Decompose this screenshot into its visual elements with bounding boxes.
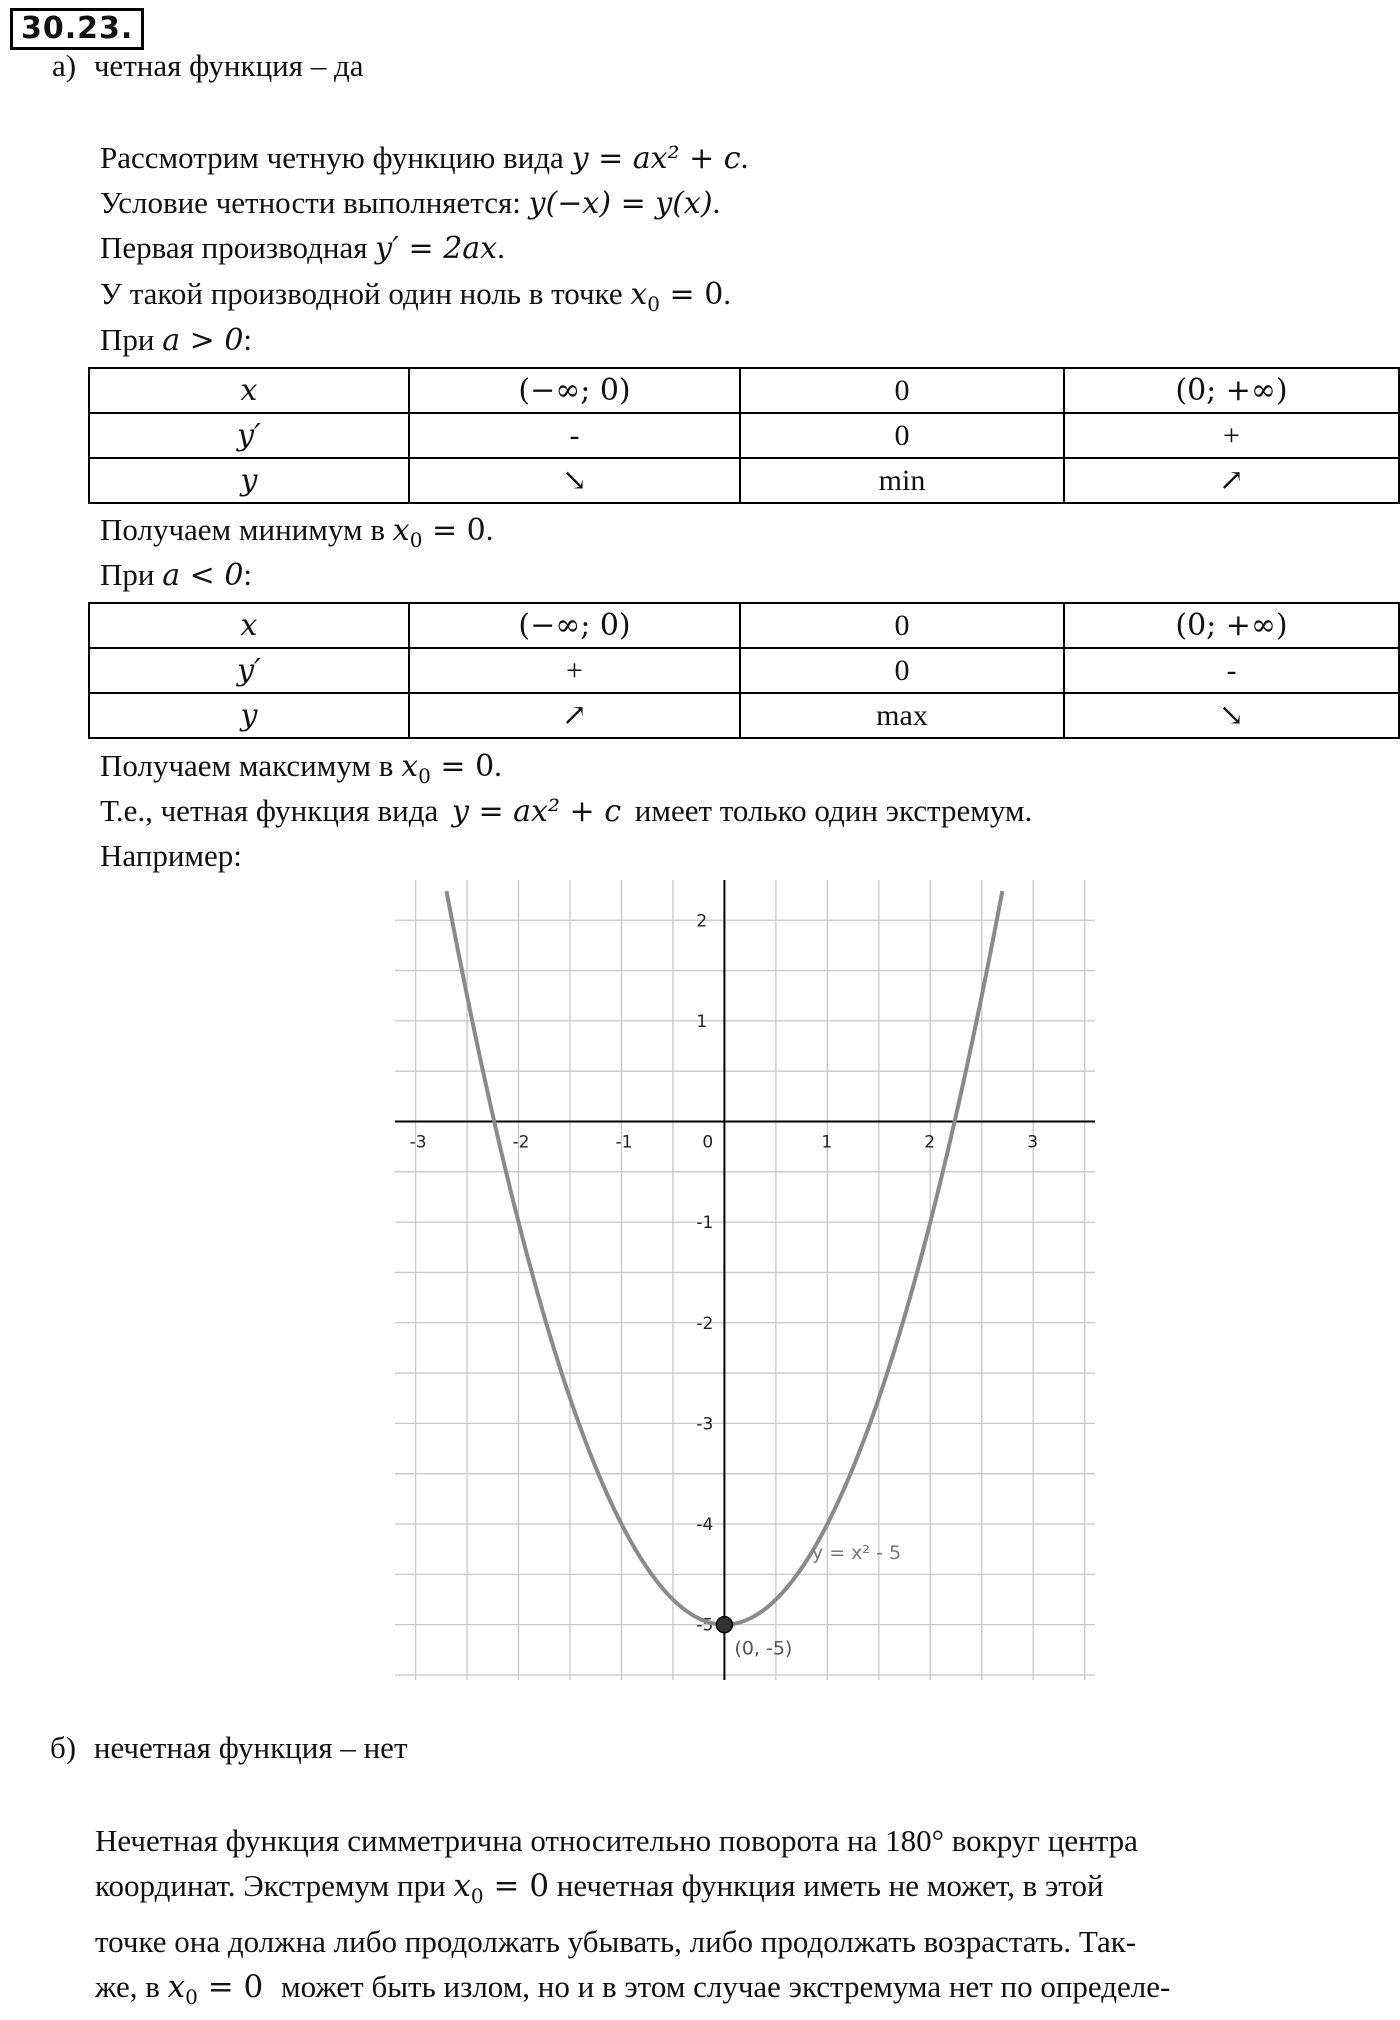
curve-label: y = x² - 5 (811, 1542, 902, 1565)
p2-rest: = 0 (483, 1868, 550, 1904)
y-tick-label: -2 (696, 1313, 714, 1334)
summary-suffix: имеет только один экстремум. (634, 793, 1033, 828)
summary-line (100, 793, 1032, 829)
table-row (89, 648, 1399, 693)
y-tick-label: 2 (696, 911, 708, 932)
part-b-marker: б) (50, 1730, 77, 1765)
table-cell: - (409, 413, 740, 458)
case1-condition: a > 0 (162, 323, 244, 358)
table-cell: y′ (89, 648, 409, 693)
p2-sub: 0 (470, 1884, 484, 1909)
y-tick-label: -3 (696, 1414, 714, 1435)
table-cell: + (409, 648, 740, 693)
line4-x: x (630, 277, 648, 312)
table-cell: y (89, 693, 409, 738)
table-cell: max (740, 693, 1064, 738)
x-tick-label: 1 (821, 1132, 833, 1153)
p2-x: x (453, 1868, 471, 1904)
table-cell: min (740, 458, 1064, 503)
x-tick-label: 3 (1027, 1132, 1039, 1153)
table-cell: x (89, 603, 409, 648)
case1-prefix: При (100, 322, 155, 357)
table-cell: y (89, 458, 409, 503)
table-cell: 0 (740, 603, 1064, 648)
statement-line-4 (100, 276, 731, 316)
line2-text: Условие четности выполняется: (100, 185, 521, 220)
line3-end: . (497, 230, 505, 265)
table-cell: y′ (89, 413, 409, 458)
point-label: (0, -5) (734, 1637, 793, 1660)
table-cell: 0 (740, 413, 1064, 458)
vertex-point (716, 1617, 732, 1633)
case-a-positive (100, 322, 252, 358)
result2-text: Получаем максимум в (100, 748, 394, 783)
line2-end: . (712, 185, 721, 220)
table-cell: x (89, 368, 409, 413)
result2-end: . (494, 748, 502, 783)
line3-text: Первая производная (100, 230, 368, 265)
case1-end: : (243, 322, 253, 357)
case2-condition: a < 0 (162, 558, 244, 593)
y-tick-label: -1 (696, 1213, 714, 1234)
part-a-title: четная функция – да (93, 48, 364, 83)
p4-text-b: может быть излом, но и в этом случае экстремума нет по определе- (281, 1969, 1171, 2005)
x-tick-label: -3 (409, 1132, 427, 1153)
table-row (89, 368, 1399, 413)
arrow-down-cell: ↘ (409, 458, 740, 503)
p4-x: x (167, 1969, 186, 2006)
table-cell: 0 (740, 368, 1064, 413)
paragraph-line (95, 1964, 1395, 2020)
result-maximum (100, 748, 502, 788)
table-cell: (−∞; 0) (409, 603, 740, 648)
table-cell: + (1064, 413, 1399, 458)
result1-x: x (392, 513, 410, 548)
result2-rest: = 0 (430, 749, 495, 784)
part-b-title: нечетная функция – нет (93, 1730, 408, 1765)
x-tick-label: -2 (512, 1132, 530, 1153)
statement-line-1 (100, 140, 748, 176)
sign-table-max (88, 602, 1400, 739)
y-tick-label: -5 (696, 1615, 714, 1636)
summary-formula: y = ax² + c (452, 794, 622, 829)
table-cell: (−∞; 0) (409, 368, 740, 413)
x-tick-label: -1 (615, 1132, 633, 1153)
p4-sub: 0 (185, 1985, 198, 2010)
p4-rest: = 0 (197, 1969, 264, 2006)
p2-text-b: нечетная функция иметь не может, в этой (556, 1868, 1104, 1903)
arrow-up-cell: ↗ (1064, 458, 1399, 503)
result2-sub: 0 (418, 764, 431, 789)
paragraph-line: Нечетная функция симметрична относительно поворота на 180° вокруг центра (95, 1823, 1138, 1858)
parabola-graph (395, 880, 1095, 1680)
p4-text-a: же, в (95, 1969, 160, 2005)
table-row (89, 603, 1399, 648)
line3-formula: y′ = 2ax (375, 231, 498, 266)
sign-table-min (88, 367, 1400, 504)
problem-number: 30.23. (10, 8, 144, 50)
result1-text: Получаем минимум в (100, 512, 386, 547)
table-row (89, 693, 1399, 738)
summary-prefix: Т.е., четная функция вида (100, 793, 439, 828)
line1-formula: y = ax² + c (571, 141, 741, 176)
y-tick-label: 1 (696, 1011, 708, 1032)
arrow-up-cell: ↗ (409, 693, 740, 738)
result1-rest: = 0 (422, 513, 486, 548)
table-row (89, 458, 1399, 503)
part-b-paragraph (95, 1818, 1395, 2020)
line2-formula: y(−x) = y(x) (528, 186, 713, 221)
p2-text-a: координат. Экстремум при (95, 1868, 446, 1903)
y-tick-label: -4 (696, 1515, 714, 1536)
x-tick-label: 2 (924, 1132, 936, 1153)
line4-rest: = 0 (660, 277, 724, 312)
table-cell: - (1064, 648, 1399, 693)
part-a-marker: а) (52, 48, 77, 83)
line4-end: . (723, 276, 732, 311)
case-a-negative (100, 557, 252, 593)
table-cell: 0 (740, 648, 1064, 693)
x-tick-label: 0 (702, 1132, 714, 1153)
result2-x: x (401, 749, 419, 784)
paragraph-line (95, 1863, 1395, 1919)
statement-line-3 (100, 230, 505, 266)
case2-prefix: При (100, 557, 155, 592)
line4-text: У такой производной один ноль в точке (100, 276, 623, 311)
line4-sub: 0 (647, 292, 660, 317)
part-b-heading (50, 1730, 408, 1766)
result1-sub: 0 (409, 528, 423, 553)
line1-text: Рассмотрим четную функцию вида (100, 140, 564, 175)
table-cell: (0; +∞) (1064, 368, 1399, 413)
statement-line-2 (100, 185, 720, 221)
result-minimum (100, 512, 493, 552)
table-row (89, 413, 1399, 458)
case2-end: : (243, 557, 253, 592)
example-label: Например: (100, 838, 242, 873)
paragraph-line: точке она должна либо продолжать убывать, либо продолжать возрастать. Так- (95, 1924, 1137, 1960)
line1-end: . (740, 140, 749, 175)
part-a-heading (52, 48, 364, 84)
table-cell: (0; +∞) (1064, 603, 1399, 648)
arrow-down-cell: ↘ (1064, 693, 1399, 738)
result1-end: . (485, 512, 494, 547)
